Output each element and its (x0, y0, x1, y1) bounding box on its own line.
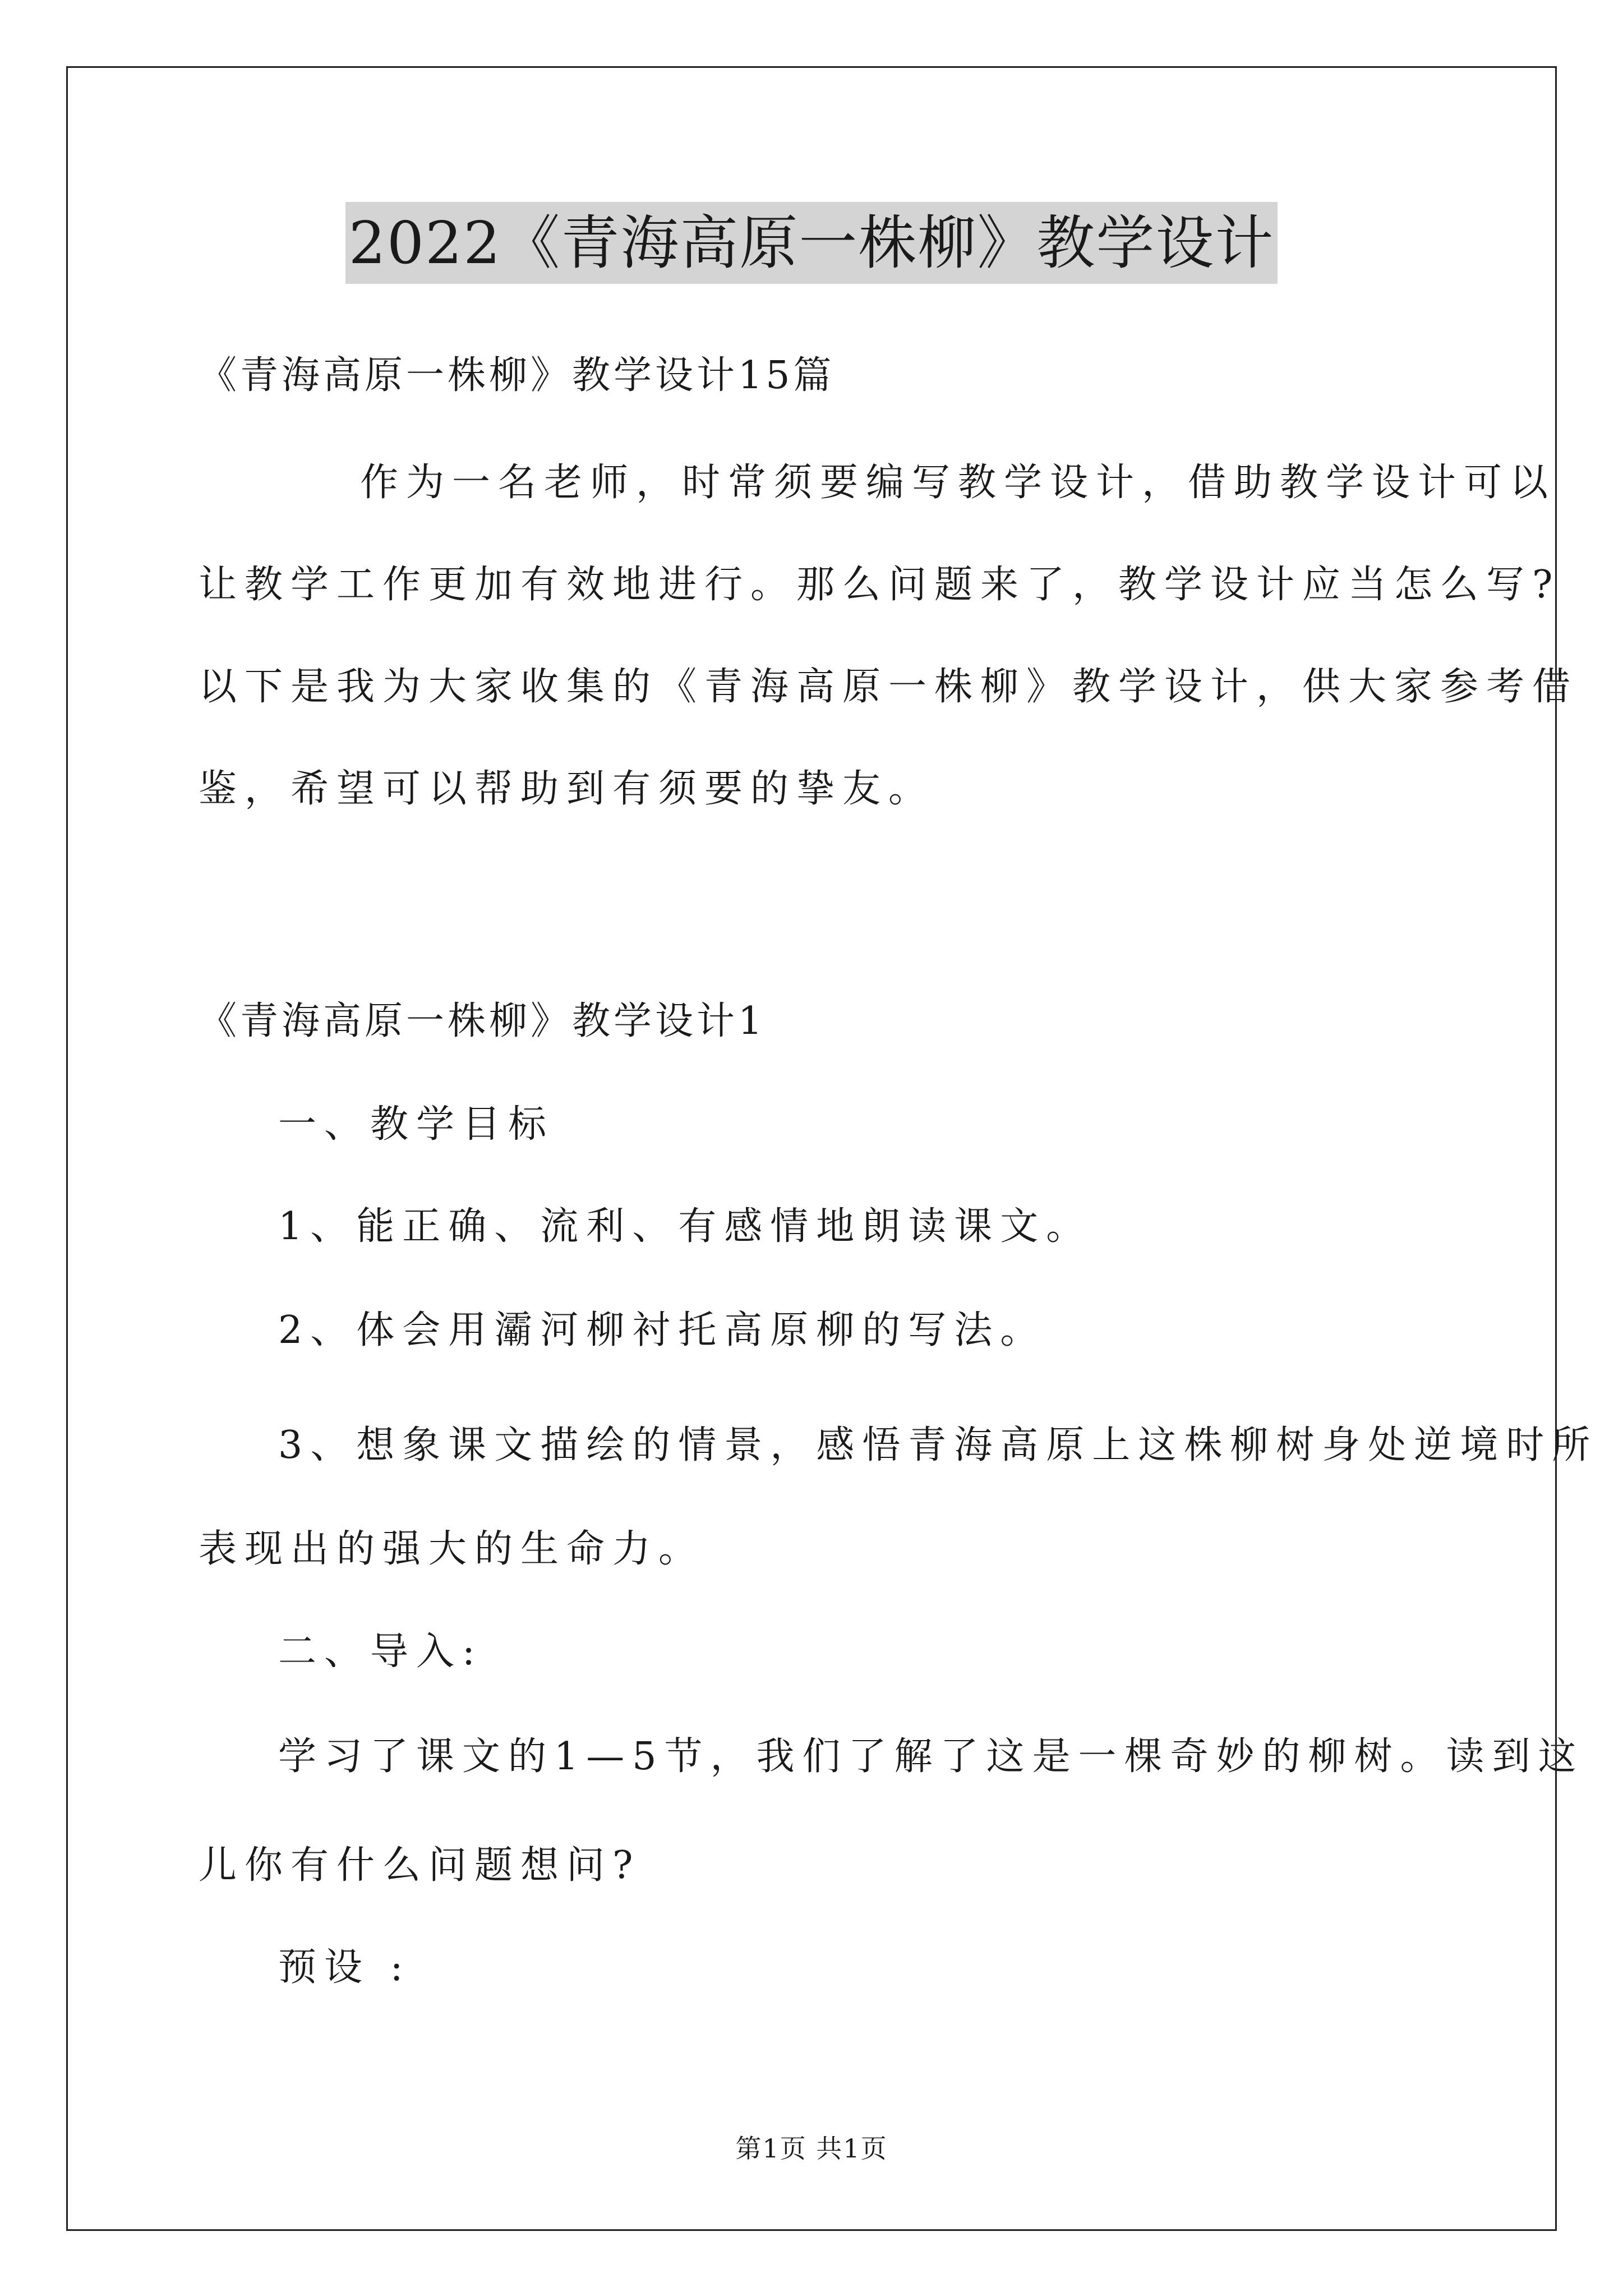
body-line-9: 预设 : (278, 1945, 411, 1990)
body-line-1: 一、教学目标 (278, 1102, 555, 1147)
document-title: 2022《青海高原一株柳》教学设计 (345, 202, 1278, 284)
body-line-3: 2、体会用灞河柳衬托高原柳的写法。 (278, 1308, 1046, 1352)
page-footer: 第1页 共1页 (735, 2133, 888, 2164)
intro-line-4: 鉴，希望可以帮助到有须要的挚友。 (199, 767, 935, 811)
body-line-5: 表现出的强大的生命力。 (199, 1527, 705, 1571)
intro-line-3: 以下是我为大家收集的《青海高原一株柳》教学设计，供大家参考借 (199, 665, 1579, 709)
intro-line-2: 让教学工作更加有效地进行。那么问题来了，教学设计应当怎么写? (199, 563, 1561, 607)
document-subtitle: 《青海高原一株柳》教学设计15篇 (199, 353, 835, 398)
body-line-8: 儿你有什么问题想问? (199, 1843, 641, 1888)
body-line-7: 学习了课文的1—5节，我们了解了这是一棵奇妙的柳树。读到这 (278, 1734, 1584, 1779)
intro-line-1: 作为一名老师，时常须要编写教学设计，借助教学设计可以 (360, 461, 1556, 505)
section-heading: 《青海高原一株柳》教学设计1 (199, 999, 766, 1043)
body-line-2: 1、能正确、流利、有感情地朗读课文。 (278, 1204, 1092, 1249)
body-line-4: 3、想象课文描绘的情景，感悟青海高原上这株柳树身处逆境时所 (278, 1423, 1598, 1467)
title-container (0, 202, 1623, 284)
body-line-6: 二、导入: (278, 1630, 483, 1674)
